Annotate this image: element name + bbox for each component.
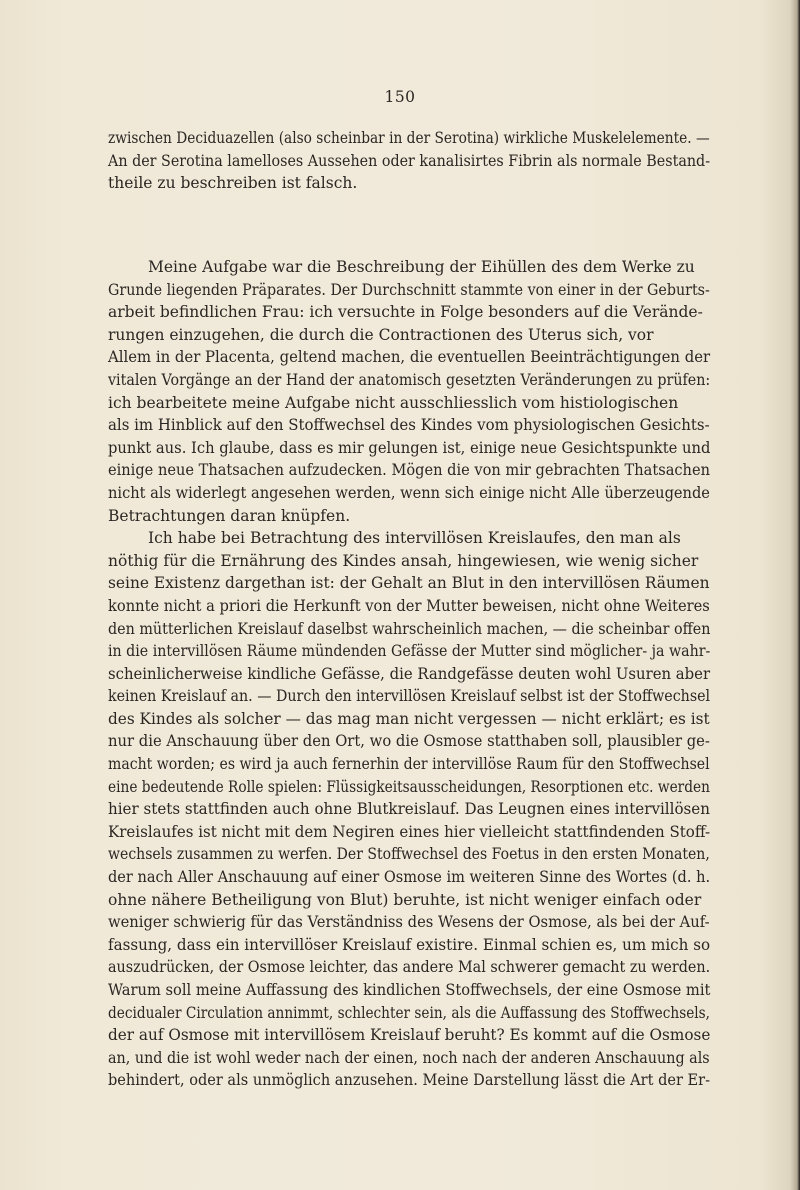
paragraph-3-line: fassung, dass ein intervillöser Kreislauf existire. Einmal schien es, um mich so (108, 935, 711, 954)
paragraph-3-line: weniger schwierig für das Verständniss des Wesens der Osmose, als bei der Auf- (108, 913, 710, 932)
paragraph-3-line: nöthig für die Ernährung des Kindes ansah, hingewiesen, wie wenig sicher (108, 551, 699, 570)
paragraph-3-line: der auf Osmose mit intervillösem Kreislauf beruht? Es kommt auf die Osmose (108, 1026, 711, 1045)
paragraph-3-line: der nach Aller Anschauung auf einer Osmose im weiteren Sinne des Wortes (d. h. (108, 868, 711, 887)
paragraph-2-line: als im Hinblick auf den Stoffwechsel des Kindes vom physiologischen Gesichts- (108, 416, 710, 435)
paragraph-3-line: auszudrücken, der Osmose leichter, das andere Mal schwerer gemacht zu werden. (108, 958, 711, 977)
paragraph-2-line: vitalen Vorgänge an der Hand der anatomisch gesetzten Veränderungen zu prüfen: (108, 370, 711, 389)
paragraph-3-line: macht worden; es wird ja auch fernerhin der intervillöse Raum für den Stoffwechsel (108, 755, 710, 774)
paragraph-3-line: Kreislaufes ist nicht mit dem Negiren eines hier vielleicht stattfindenden Stoff- (108, 822, 711, 841)
paragraph-3-line: decidualer Circulation annimmt, schlechter sein, als die Auffassung des Stoffwechsels, (108, 1003, 711, 1022)
paragraph-3-line: Warum soll meine Auffassung des kindlichen Stoffwechsels, der eine Osmose mit (108, 981, 711, 999)
paragraph-3-line: eine bedeutende Rolle spielen: Flüssigkeitsausscheidungen, Resorptionen etc. werden (108, 777, 710, 796)
paragraph-3-line: des Kindes als solcher — das mag man nicht vergessen — nicht erklärt; es ist (108, 709, 710, 728)
paragraph-1-line: zwischen Deciduazellen (also scheinbar in der Serotina) wirkliche Muskelelemente. — (108, 129, 710, 147)
paragraph-2-line: punkt aus. Ich glaube, dass es mir gelungen ist, einige neue Gesichtspunkte und (108, 438, 711, 457)
paragraph-3-line: in die intervillösen Räume mündenden Gefässe der Mutter sind möglicher- ja wahr- (108, 642, 711, 661)
paragraph-2-3 (108, 256, 710, 1092)
paragraph-3-line: konnte nicht a priori die Herkunft von der Mutter beweisen, nicht ohne Weiteres (108, 596, 710, 615)
paragraph-1-line: An der Serotina lamelloses Aussehen oder kanalisirtes Fibrin als normale Bestand- (108, 151, 711, 170)
paragraph-3-line: Ich habe bei Betrachtung des intervillösen Kreislaufes, den man als (148, 529, 681, 548)
paragraph-3-line: an, und die ist wohl weder nach der einen, noch nach der anderen Anschauung als (108, 1048, 710, 1067)
paragraph-2-line: arbeit befindlichen Frau: ich versuchte in Folge besonders auf die Verände- (108, 303, 703, 322)
paragraph-2-line: ich bearbeitete meine Aufgabe nicht ausschliesslich vom histiologischen (108, 393, 679, 412)
paragraph-2-line: Allem in der Placenta, geltend machen, die eventuellen Beeinträchtigungen der (108, 348, 711, 367)
paragraph-2-line: rungen einzugehen, die durch die Contractionen des Uterus sich, vor (108, 325, 654, 344)
paragraph-2-line: einige neue Thatsachen aufzudecken. Mögen die von mir gebrachten Thatsachen (108, 461, 710, 480)
paragraph-2-line: nicht als widerlegt angesehen werden, wenn sich einige nicht Alle überzeugende (108, 483, 710, 502)
paragraph-3-line: hier stets stattfinden auch ohne Blutkreislauf. Das Leugnen eines intervillösen (108, 800, 710, 819)
paragraph-3-line: scheinlicherweise kindliche Gefässe, die Randgefässe deuten wohl Usuren aber (108, 664, 711, 683)
paragraph-3-line: nur die Anschauung über den Ort, wo die Osmose statthaben soll, plausibler ge- (108, 732, 710, 751)
paragraph-3-line: behindert, oder als unmöglich anzusehen. Meine Darstellung lässt die Art der Er- (108, 1071, 711, 1090)
page-edge-shadow (790, 0, 800, 1190)
paragraph-2-line: Betrachtungen daran knüpfen. (108, 506, 351, 525)
paragraph-3-line: keinen Kreislauf an. — Durch den intervillösen Kreislauf selbst ist der Stoffwechsel (108, 687, 711, 706)
paragraph-3-line: wechsels zusammen zu werfen. Der Stoffwechsel des Foetus in den ersten Monaten, (108, 845, 710, 864)
paragraph-1 (108, 127, 710, 195)
paragraph-2-line: Grunde liegenden Präparates. Der Durchschnitt stammte von einer in der Geburts- (108, 280, 710, 299)
paragraph-3-line: den mütterlichen Kreislauf daselbst wahrscheinlich machen, — die scheinbar offen (108, 619, 711, 638)
paragraph-2-line: Meine Aufgabe war die Beschreibung der Eihüllen des dem Werke zu (148, 258, 695, 276)
paragraph-1-line: theile zu beschreiben ist falsch. (108, 174, 358, 193)
page-number: 150 (384, 88, 416, 106)
paragraph-3-line: ohne nähere Betheiligung von Blut) beruhte, ist nicht weniger einfach oder (108, 890, 702, 909)
paragraph-3-line: seine Existenz dargethan ist: der Gehalt an Blut in den intervillösen Räumen (108, 574, 710, 593)
